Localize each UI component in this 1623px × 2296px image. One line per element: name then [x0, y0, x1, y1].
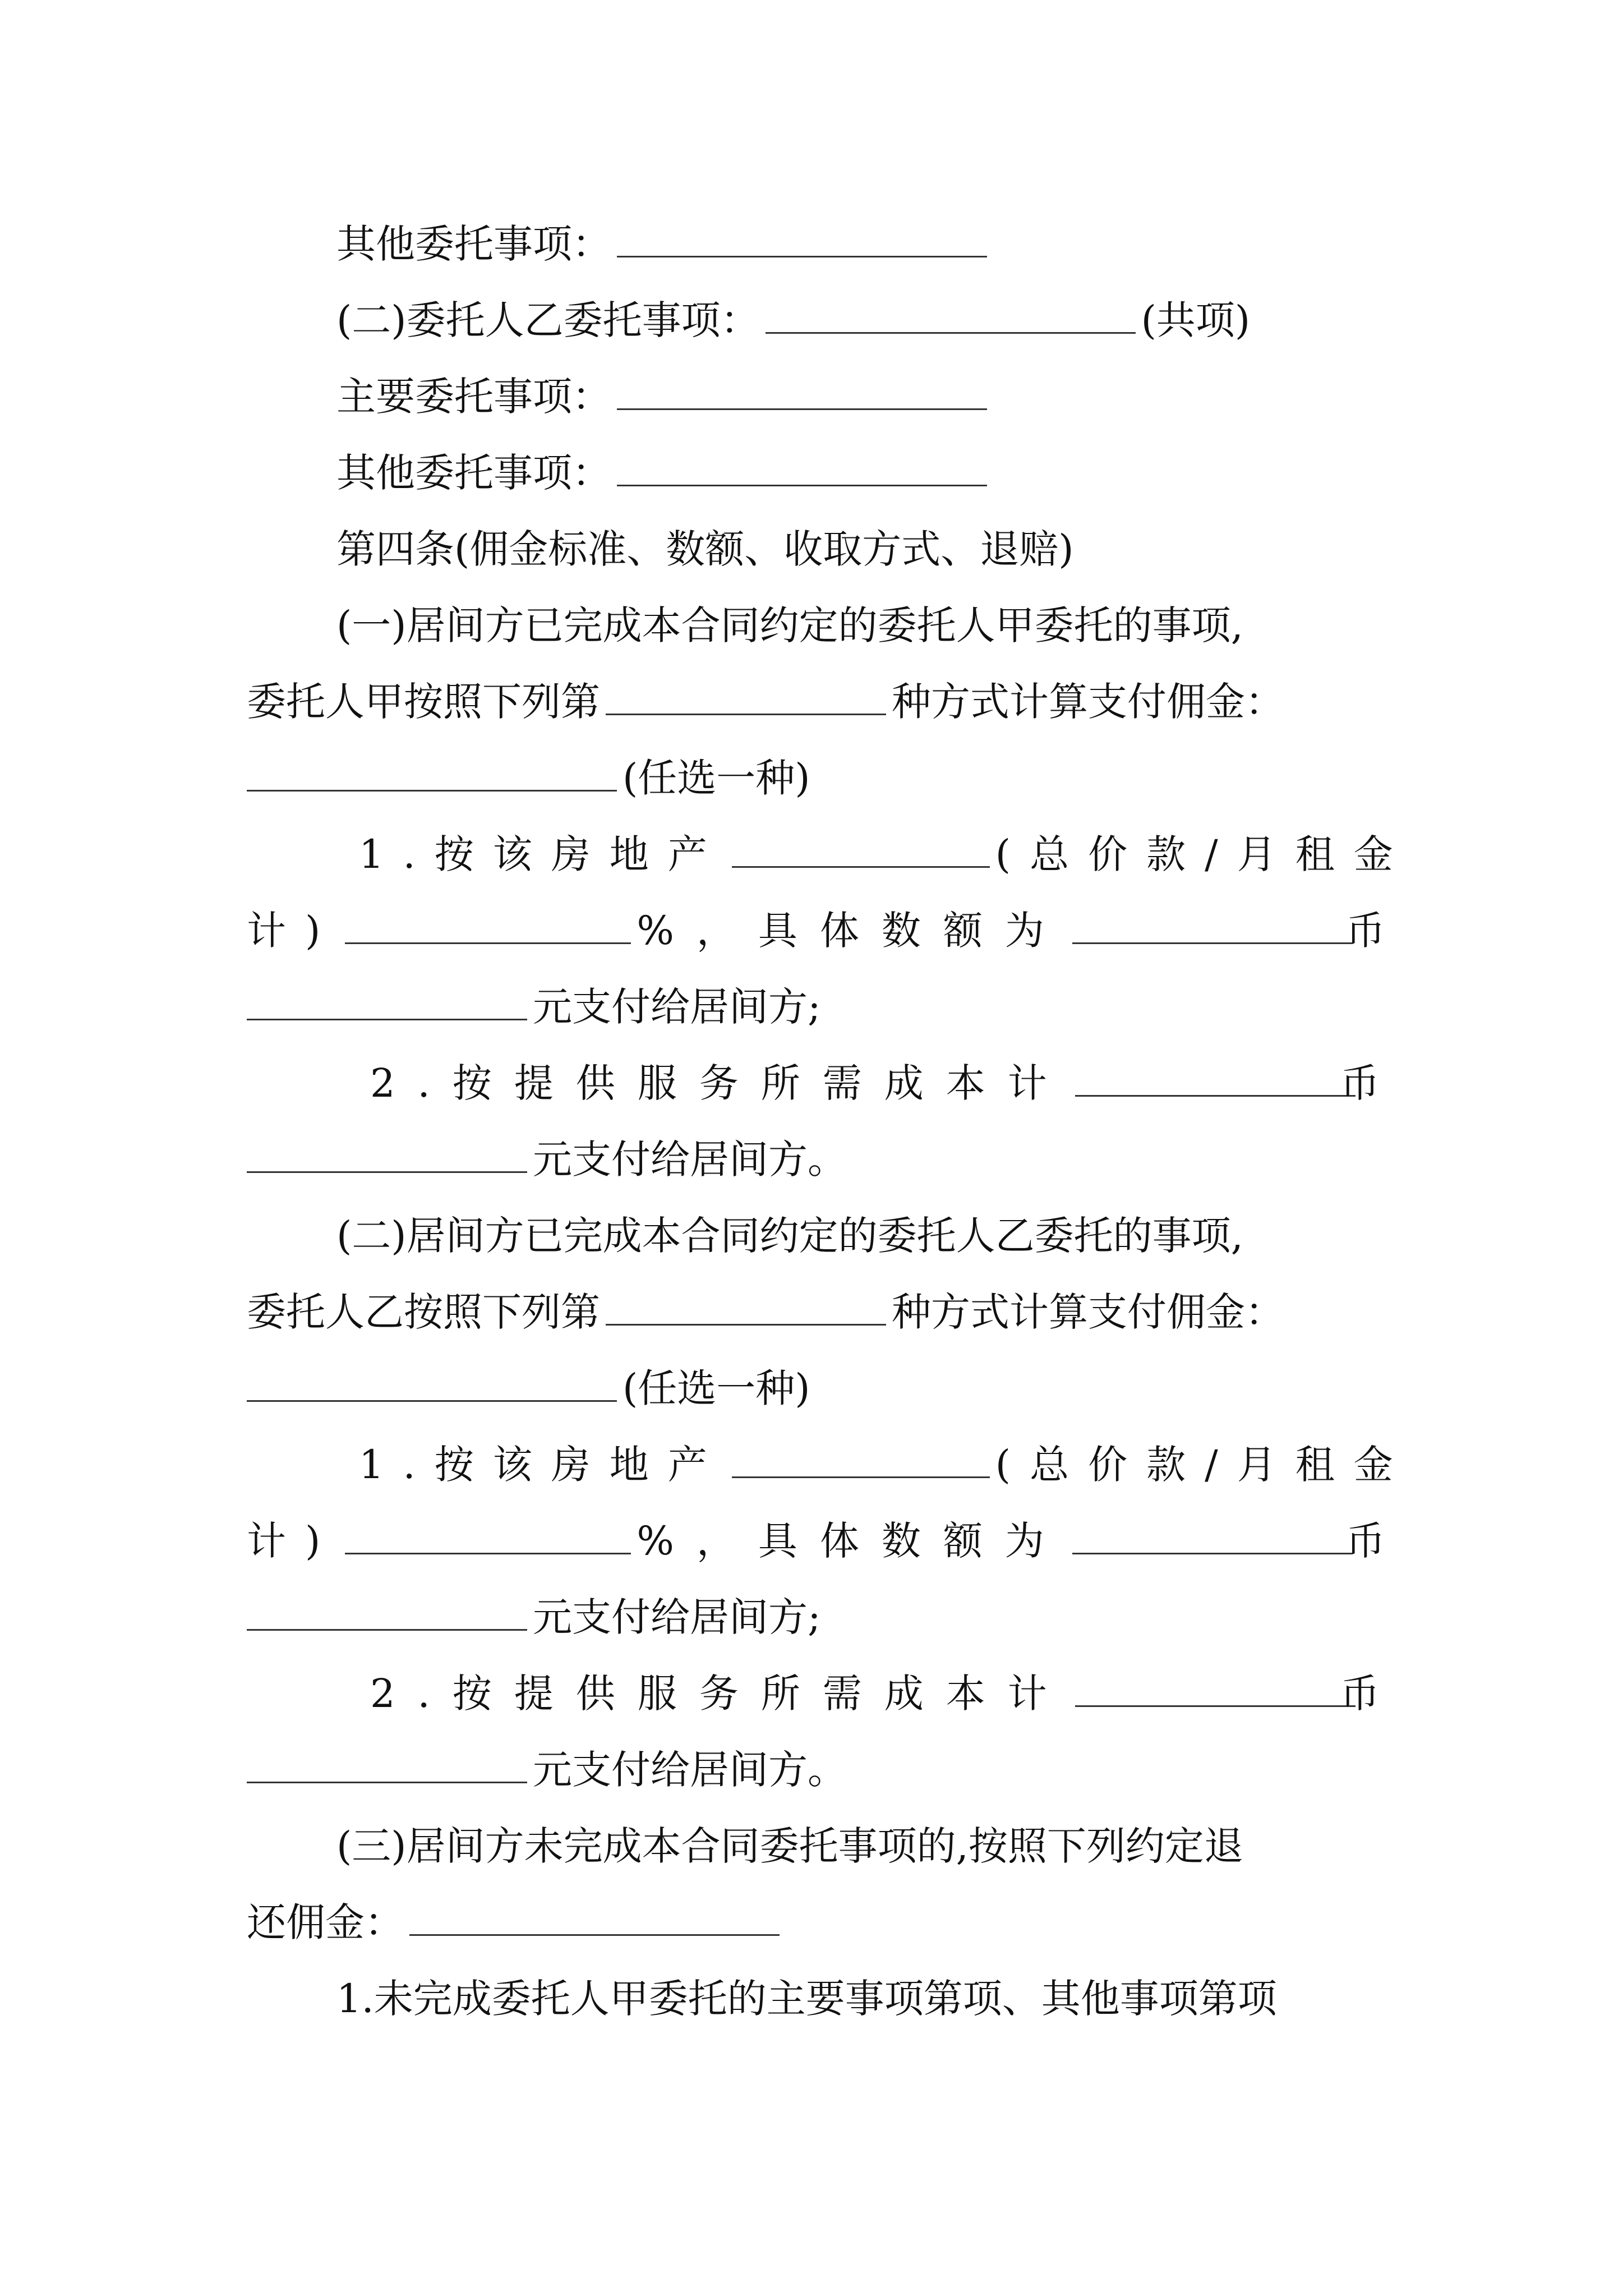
party-b-matters-blank[interactable] — [766, 293, 1136, 334]
party-b-option-1-line — [359, 1437, 1412, 1493]
total-items-label: (共项) — [1141, 297, 1251, 343]
party-a-pay-blank-2[interactable] — [247, 1132, 527, 1173]
party-a-percent-blank[interactable] — [345, 903, 631, 944]
party-a-currency-label: 币 — [1346, 908, 1385, 954]
party-a-method-blank[interactable] — [606, 674, 886, 715]
clause-two-text: (二)居间方已完成本合同约定的委托人乙委托的事项, — [336, 1213, 1243, 1259]
party-b-method-suffix: 种方式计算支付佣金： — [892, 1289, 1284, 1335]
party-a-option-1-blank[interactable] — [732, 827, 990, 868]
other-matters-label-2: 其他委托事项： — [336, 450, 611, 496]
party-a-amount-blank[interactable] — [1072, 903, 1353, 944]
party-b-option-2-blank[interactable] — [1075, 1666, 1355, 1707]
party-b-percent-prefix: 计) — [247, 1518, 340, 1564]
party-a-percent-prefix: 计) — [247, 908, 340, 954]
party-a-method-suffix: 种方式计算支付佣金： — [892, 679, 1284, 725]
party-b-choose-label: (任选一种) — [623, 1365, 810, 1411]
party-b-choose-line — [247, 1360, 810, 1416]
party-a-pay-text-1: 元支付给居间方; — [533, 984, 821, 1030]
other-matters-line-1 — [336, 216, 993, 272]
party-a-method-line — [247, 674, 1284, 730]
refund-label: 还佣金： — [247, 1899, 404, 1945]
party-a-choose-blank[interactable] — [247, 751, 617, 792]
party-b-amount-label: %，具体数额为 — [637, 1518, 1067, 1564]
party-b-currency-label: 币 — [1346, 1518, 1385, 1564]
party-b-option-2-line — [370, 1665, 1380, 1722]
party-b-option-1-blank[interactable] — [732, 1437, 990, 1478]
refund-item-1-text: 1.未完成委托人甲委托的主要事项第项、其他事项第项 — [336, 1976, 1277, 2022]
clause-two-intro — [336, 1208, 1243, 1264]
clause-one-text: (一)居间方已完成本合同约定的委托人甲委托的事项, — [336, 602, 1243, 648]
clause-three-text: (三)居间方未完成本合同委托事项的,按照下列约定退 — [336, 1823, 1243, 1869]
party-b-method-prefix: 委托人乙按照下列第 — [247, 1289, 600, 1335]
main-matters-line — [336, 369, 993, 425]
party-a-method-prefix: 委托人甲按照下列第 — [247, 679, 600, 725]
party-b-matters-line — [336, 292, 1250, 348]
party-b-pay-blank-1[interactable] — [247, 1590, 527, 1631]
party-b-option-1-suffix: (总价款/月租金 — [995, 1442, 1412, 1488]
party-a-option-1-suffix: (总价款/月租金 — [995, 831, 1412, 877]
party-a-option-2-blank[interactable] — [1075, 1056, 1355, 1097]
party-a-pay-line-1 — [247, 979, 821, 1035]
clause-one-intro — [336, 597, 1243, 654]
party-b-method-blank[interactable] — [606, 1285, 886, 1326]
refund-blank[interactable] — [409, 1895, 780, 1936]
party-a-option-1-prefix: 1.按该房地产 — [359, 831, 726, 877]
party-b-percent-line — [247, 1513, 1385, 1569]
party-a-percent-line — [247, 903, 1385, 959]
party-b-pay-blank-2[interactable] — [247, 1742, 527, 1783]
party-b-pay-text-1: 元支付给居间方; — [533, 1594, 821, 1640]
main-matters-label: 主要委托事项： — [336, 374, 611, 420]
party-b-matters-label: (二)委托人乙委托事项： — [336, 297, 760, 343]
other-matters-label: 其他委托事项： — [336, 221, 611, 267]
main-matters-blank[interactable] — [617, 369, 987, 410]
party-a-pay-blank-1[interactable] — [247, 979, 527, 1020]
party-a-amount-label: %，具体数额为 — [637, 908, 1067, 954]
party-b-option-2-label: 2.按提供服务所需成本计 — [370, 1671, 1069, 1717]
refund-item-1-line — [336, 1971, 1277, 2027]
refund-line — [247, 1894, 785, 1950]
clause-three-intro — [336, 1818, 1243, 1874]
article-four-heading — [336, 521, 1074, 577]
party-b-pay-line-1 — [247, 1589, 821, 1645]
party-a-option-2-currency: 币 — [1340, 1060, 1380, 1106]
article-four-title: 第四条(佣金标准、数额、收取方式、退赔) — [336, 526, 1074, 572]
party-a-pay-line-2 — [247, 1131, 847, 1188]
other-matters-blank[interactable] — [617, 217, 987, 257]
party-a-pay-text-2: 元支付给居间方。 — [533, 1137, 847, 1182]
party-b-amount-blank[interactable] — [1072, 1513, 1353, 1554]
party-b-option-2-currency: 币 — [1340, 1671, 1380, 1717]
party-a-option-2-line — [370, 1055, 1380, 1111]
party-b-percent-blank[interactable] — [345, 1513, 631, 1554]
party-a-option-2-label: 2.按提供服务所需成本计 — [370, 1060, 1069, 1106]
party-b-pay-text-2: 元支付给居间方。 — [533, 1747, 847, 1793]
party-b-choose-blank[interactable] — [247, 1361, 617, 1402]
other-matters-line-2 — [336, 445, 993, 501]
party-b-method-line — [247, 1284, 1284, 1340]
other-matters-blank-2[interactable] — [617, 445, 987, 486]
party-a-choose-label: (任选一种) — [623, 755, 810, 801]
party-b-option-1-prefix: 1.按该房地产 — [359, 1442, 726, 1488]
party-a-choose-line — [247, 750, 810, 806]
party-b-pay-line-2 — [247, 1742, 847, 1798]
party-a-option-1-line — [359, 826, 1412, 882]
